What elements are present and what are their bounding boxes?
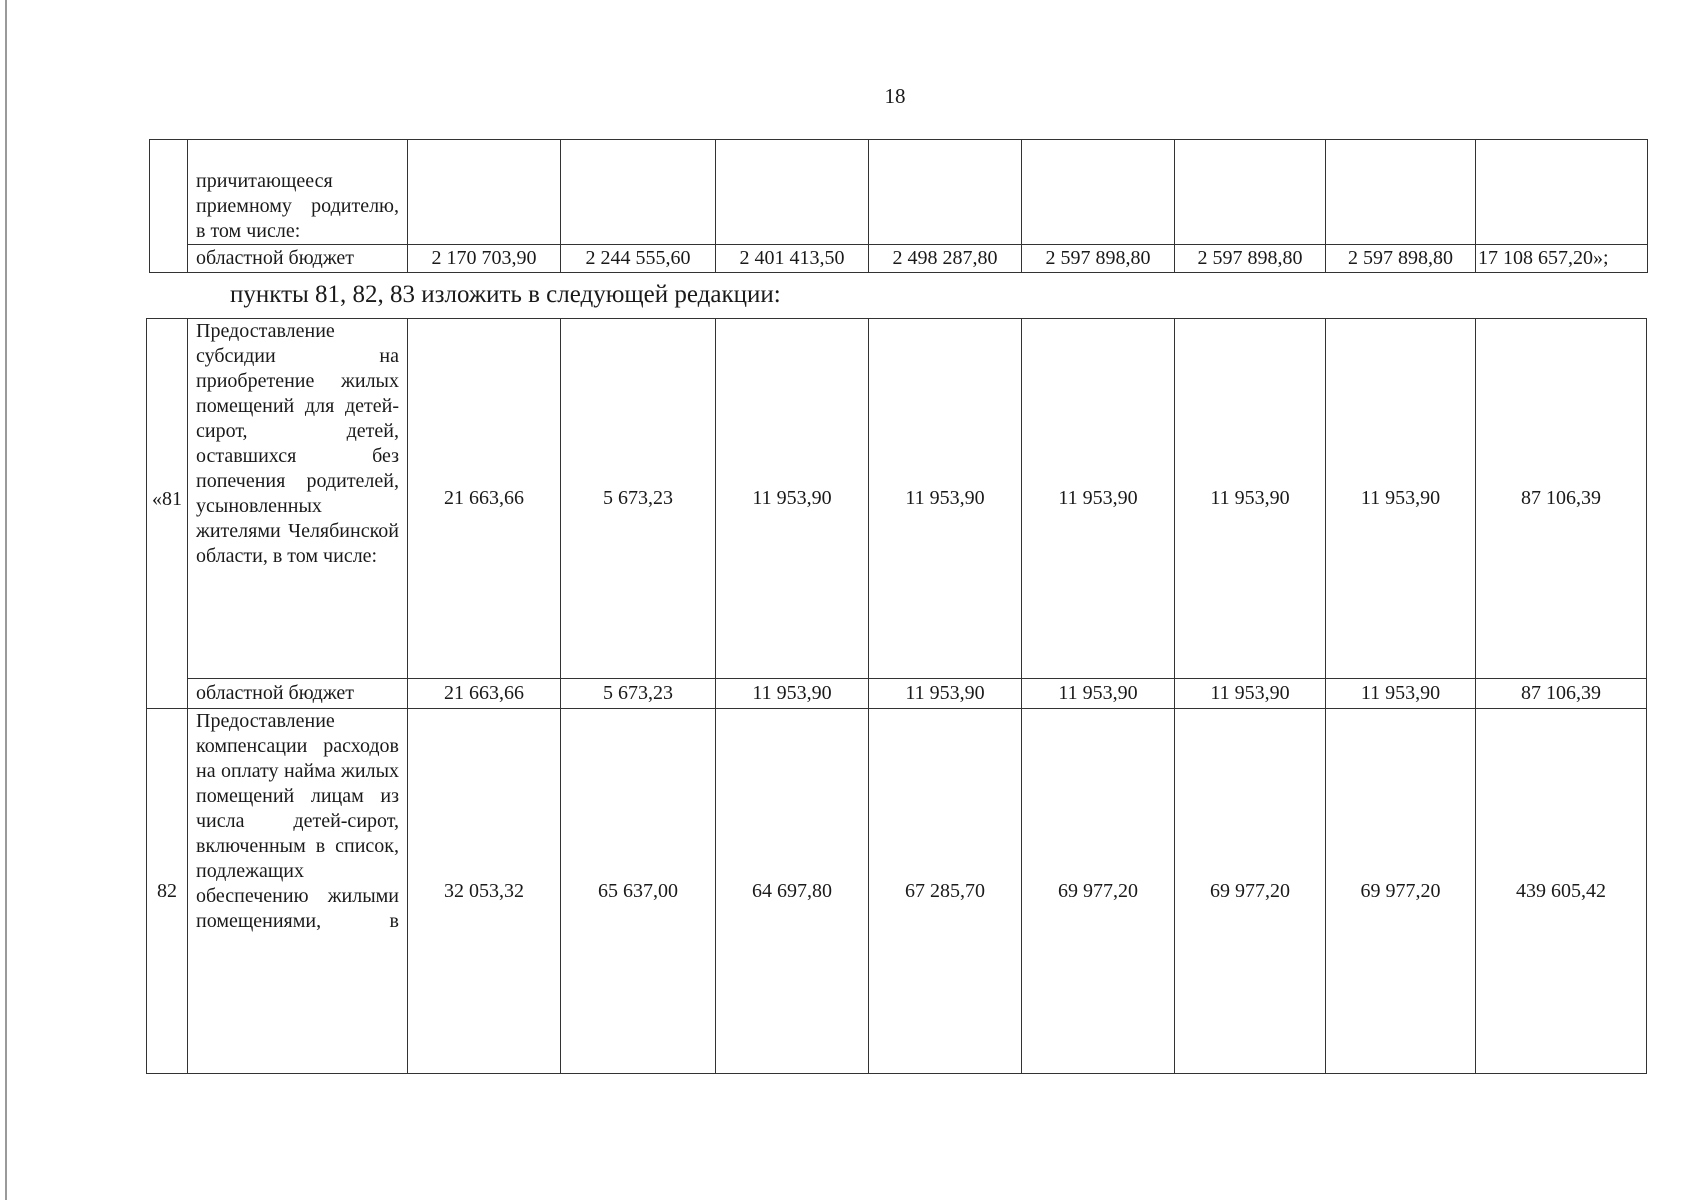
row-number-cell — [150, 140, 188, 273]
budget-label: областной бюджет — [188, 679, 408, 709]
value-cell: 11 953,90 — [716, 679, 869, 709]
continuation-table — [149, 139, 1648, 273]
value-cell: 67 285,70 — [869, 709, 1022, 1074]
value-cell: 69 977,20 — [1326, 709, 1476, 1074]
value-cell — [1326, 140, 1476, 245]
value-cell: 439 605,42 — [1476, 709, 1647, 1074]
value-cell — [408, 140, 561, 245]
value-cell: 11 953,90 — [1175, 679, 1326, 709]
value-cell: 87 106,39 — [1476, 319, 1647, 679]
value-cell: 65 637,00 — [561, 709, 716, 1074]
item-name-cell — [188, 709, 408, 1074]
value-cell: 2 498 287,80 — [869, 245, 1022, 273]
value-cell — [716, 140, 869, 245]
value-cell — [1476, 140, 1648, 245]
budget-row — [150, 245, 1648, 273]
item-name-cell — [188, 319, 408, 679]
item-name-text: причитающееся приемному родителю, в том числе: — [196, 170, 399, 242]
budget-table — [146, 318, 1647, 1074]
value-cell: 11 953,90 — [869, 679, 1022, 709]
budget-label: областной бюджет — [188, 245, 408, 273]
page-number: 18 — [884, 84, 906, 108]
value-cell: 69 977,20 — [1175, 709, 1326, 1074]
value-cell: 64 697,80 — [716, 709, 869, 1074]
row-number: «81 — [152, 488, 182, 510]
value-cell: 2 244 555,60 — [561, 245, 716, 273]
row-number: 82 — [157, 879, 177, 902]
value-cell: 2 170 703,90 — [408, 245, 561, 273]
value-cell: 11 953,90 — [869, 319, 1022, 679]
value-cell — [1022, 140, 1175, 245]
budget-row — [147, 679, 1647, 709]
value-cell — [869, 140, 1022, 245]
value-cell: 87 106,39 — [1476, 679, 1647, 709]
value-cell: 17 108 657,20»; — [1476, 245, 1648, 273]
value-cell: 32 053,32 — [408, 709, 561, 1074]
value-cell — [561, 140, 716, 245]
value-cell: 11 953,90 — [1022, 679, 1175, 709]
value-cell — [1175, 140, 1326, 245]
value-cell: 5 673,23 — [561, 319, 716, 679]
value-cell: 5 673,23 — [561, 679, 716, 709]
table-row-82 — [147, 709, 1647, 1074]
row-number-cell — [147, 319, 188, 709]
instruction-text: пункты 81, 82, 83 изложить в следующей редакции: — [230, 281, 781, 308]
value-cell: 21 663,66 — [408, 679, 561, 709]
value-cell: 11 953,90 — [716, 319, 869, 679]
table-row-81 — [147, 319, 1647, 679]
value-cell: 2 597 898,80 — [1175, 245, 1326, 273]
value-cell: 2 597 898,80 — [1022, 245, 1175, 273]
value-cell: 2 401 413,50 — [716, 245, 869, 273]
item-name-text: Предоставление субсидии на приобретение жилых помещений для детей-сирот, детей, оставшихся без попечения родителей, усыновленных жителями Челябинской области, в том числе: — [196, 320, 399, 567]
page-edge-line — [5, 0, 7, 1200]
value-cell: 69 977,20 — [1022, 709, 1175, 1074]
value-cell: 2 597 898,80 — [1326, 245, 1476, 273]
value-cell: 21 663,66 — [408, 319, 561, 679]
value-cell: 11 953,90 — [1326, 679, 1476, 709]
item-name-text: Предоставление компенсации расходов на оплату найма жилых помещений лицам из числа детей-сирот, включенным в список, подлежащих обеспечению жилыми помещениями, в — [196, 710, 399, 932]
item-name-cell — [188, 140, 408, 245]
value-cell: 11 953,90 — [1022, 319, 1175, 679]
row-number-cell — [147, 709, 188, 1074]
table-row — [150, 140, 1648, 245]
value-cell: 11 953,90 — [1326, 319, 1476, 679]
value-cell: 11 953,90 — [1175, 319, 1326, 679]
